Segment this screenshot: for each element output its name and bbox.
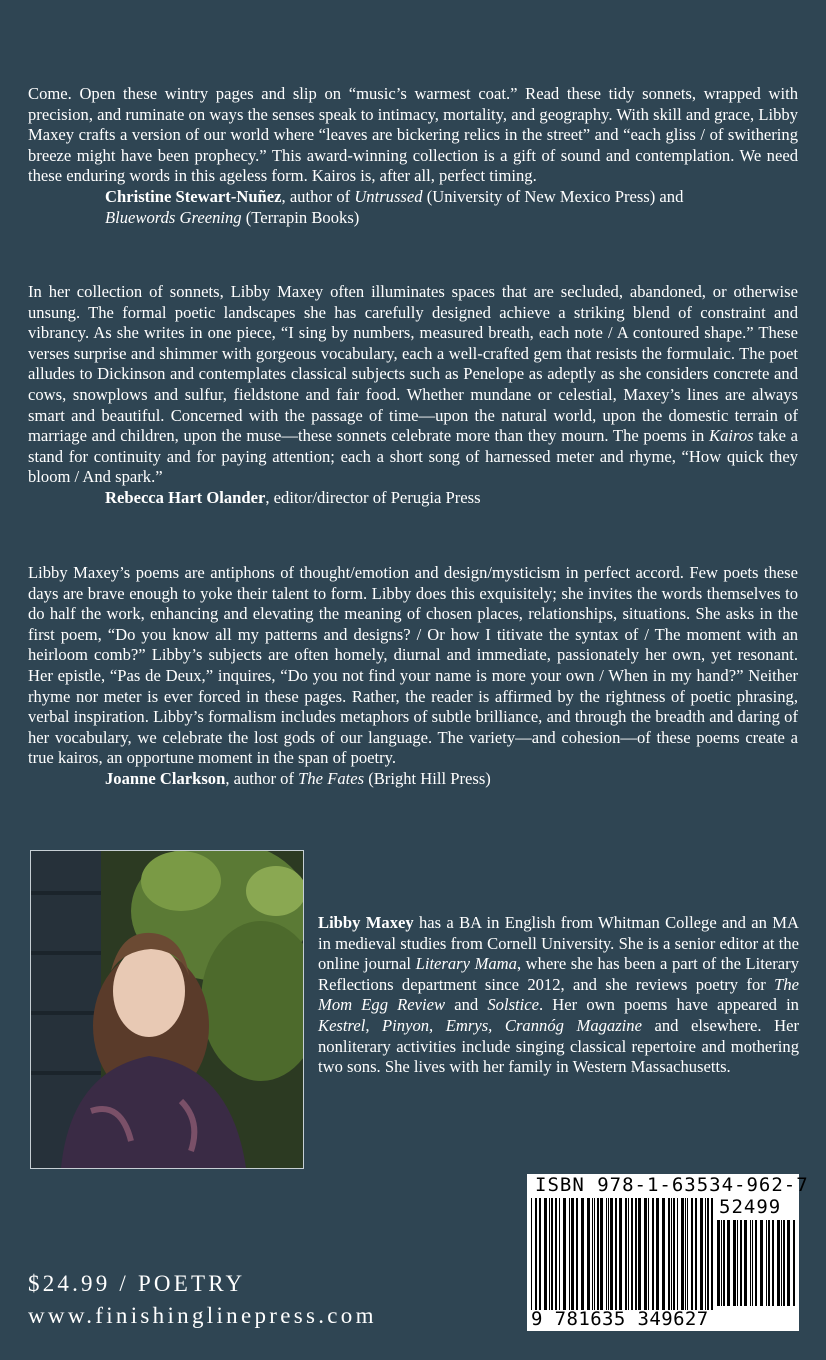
barcode-bar bbox=[569, 1198, 570, 1310]
barcode-bar bbox=[662, 1198, 665, 1310]
blurb-text-part: take a stand for continuity and for paying attention; each a short song of harnessed meter and rhyme, “How quick they bloom / And spark.” bbox=[28, 426, 798, 487]
bio-italic: The Mom Egg Review bbox=[318, 974, 799, 1015]
barcode-bars bbox=[531, 1198, 713, 1310]
barcode-bar bbox=[539, 1198, 541, 1310]
barcode-bar bbox=[723, 1220, 725, 1306]
barcode-bar bbox=[755, 1220, 757, 1306]
barcode-bar bbox=[781, 1220, 782, 1306]
attribution-author: Joanne Clarkson bbox=[105, 768, 226, 788]
attribution-credit: (Bright Hill Press) bbox=[364, 768, 491, 788]
barcode-bar bbox=[691, 1198, 693, 1310]
barcode-bar bbox=[707, 1198, 709, 1310]
isbn-digits: 9 781635 349627 bbox=[531, 1308, 709, 1330]
blurb-hart-olander bbox=[28, 282, 798, 509]
barcode-bar bbox=[559, 1198, 560, 1310]
barcode-bar bbox=[615, 1198, 617, 1310]
attribution-author: Rebecca Hart Olander bbox=[105, 487, 266, 507]
barcode-bar bbox=[652, 1198, 654, 1310]
barcode-bar bbox=[750, 1220, 751, 1306]
barcode-bar bbox=[535, 1198, 537, 1310]
barcode-bar bbox=[760, 1220, 763, 1306]
bio-italic: Kestrel, Pinyon, Emrys, Crannóg Magazine bbox=[318, 1015, 642, 1035]
barcode-bar bbox=[606, 1198, 607, 1310]
barcode-bar bbox=[681, 1198, 684, 1310]
barcode-bar bbox=[610, 1198, 613, 1310]
bio-author-name: Libby Maxey bbox=[318, 913, 414, 932]
publisher-url: www.finishinglinepress.com bbox=[28, 1303, 377, 1328]
attribution-work: Bluewords Greening bbox=[105, 207, 242, 227]
attribution-credit: , author of bbox=[281, 186, 355, 206]
barcode-bar bbox=[628, 1198, 629, 1310]
attribution-credit: (Terrapin Books) bbox=[241, 207, 360, 227]
barcode-bar bbox=[717, 1220, 720, 1306]
addon-barcode-bars bbox=[717, 1220, 795, 1306]
bio-text-part: , where she has been a part of the Literary Reflections department since 2012, and she reviews poetry for bbox=[318, 954, 799, 994]
price-code: 52499 bbox=[719, 1196, 782, 1218]
barcode-bar bbox=[597, 1198, 599, 1310]
barcode-bar bbox=[673, 1198, 675, 1310]
barcode-bar bbox=[671, 1198, 672, 1310]
blurb-text-part: In her collection of sonnets, Libby Maxey often illuminates spaces that are secluded, abandoned, or otherwise unsung. The formal poetic landscapes she has carefully designed achieve a striking blend of constraint and vibrancy. As she writes in one piece, “I sing by numbers, measured breath, each note / A contoured shape.” These verses surprise and shimmer with gorgeous vocabulary, each a well-crafted gem that resists the formulaic. The poet alludes to Dickinson and contemplates classical subjects such as Penelope as adeptly as she considers concrete and cows, snowplows and sulfur, fieldstone and fair food. Whether mundane or celestial, Maxey’s lines are always smart and beautiful. Concerned with the passage of time—upon the natural world, upon the domestic terrain of marriage and children, upon the muse—these sonnets celebrate more than they mourn. The poems in bbox=[28, 282, 798, 446]
barcode-bar bbox=[752, 1220, 753, 1306]
attribution-work: The Fates bbox=[298, 768, 365, 788]
barcode-bar bbox=[711, 1198, 713, 1310]
barcode-bar bbox=[644, 1198, 647, 1310]
barcode-bar bbox=[544, 1198, 547, 1310]
barcode-bar bbox=[555, 1198, 557, 1310]
barcode-bar bbox=[740, 1220, 742, 1306]
barcode-bar bbox=[668, 1198, 670, 1310]
barcode-bar bbox=[705, 1198, 706, 1310]
barcode-bar bbox=[631, 1198, 633, 1310]
barcode-bar bbox=[549, 1198, 550, 1310]
barcode-bar bbox=[625, 1198, 627, 1310]
barcode-bar bbox=[777, 1220, 780, 1306]
barcode-bar bbox=[677, 1198, 678, 1310]
price-category: $24.99 / POETRY bbox=[28, 1271, 246, 1296]
barcode-bar bbox=[787, 1220, 790, 1306]
blurb-attribution bbox=[28, 769, 798, 790]
barcode-bar bbox=[695, 1198, 697, 1310]
bio-text-part: and bbox=[445, 995, 488, 1015]
barcode-bar bbox=[619, 1198, 622, 1310]
isbn-label: ISBN 978-1-63534-962-7 bbox=[535, 1174, 809, 1196]
barcode-bar bbox=[685, 1198, 686, 1310]
blurb-attribution bbox=[28, 187, 798, 228]
barcode-bar bbox=[648, 1198, 649, 1310]
bio-italic: Literary Mama bbox=[415, 954, 517, 974]
barcode-bar bbox=[638, 1198, 641, 1310]
blurb-text bbox=[28, 282, 798, 488]
barcode-bar bbox=[700, 1198, 703, 1310]
barcode-bar bbox=[744, 1220, 747, 1306]
bio-text-part: . Her own poems have appeared in bbox=[538, 995, 799, 1015]
barcode-bar bbox=[793, 1220, 795, 1306]
attribution-work: Untrussed bbox=[354, 186, 423, 206]
author-bio bbox=[318, 913, 799, 1078]
barcode-bar bbox=[783, 1220, 785, 1306]
attribution-credit: , author of bbox=[225, 768, 299, 788]
barcode-bar bbox=[587, 1198, 590, 1310]
barcode-bar bbox=[581, 1198, 584, 1310]
barcode-bar bbox=[737, 1220, 738, 1306]
attribution-author: Christine Stewart-Nuñez bbox=[105, 186, 282, 206]
bio-text-part: and elsewhere. Her nonliterary activities include singing classical repertoire and mothering two sons. She lives with her family in Western Massachusetts. bbox=[318, 1015, 799, 1077]
barcode-bar bbox=[772, 1220, 774, 1306]
blurb-text: Come. Open these wintry pages and slip on “music’s warmest coat.” Read these tidy sonnets, wrapped with precision, and ruminate on ways the senses speak to intimacy, mortality, and geography. With skill and grace, Libby Maxey crafts a version of our world where “leaves are bickering relics in the street” and “each gliss / of swithering breeze might have been prophecy.” This award-winning collection is a gift of sound and contemplation. We need these enduring words in this ageless form. Kairos is, after all, perfect timing. bbox=[28, 84, 798, 186]
author-photo bbox=[30, 850, 304, 1169]
barcode-bar bbox=[721, 1220, 722, 1306]
barcode-bar bbox=[656, 1198, 659, 1310]
barcode-bar bbox=[592, 1198, 593, 1310]
blurb-attribution bbox=[28, 488, 798, 509]
barcode-bar bbox=[594, 1198, 595, 1310]
bio-text bbox=[318, 913, 799, 1078]
bio-text-part: has a BA in English from Whitman College and an MA in medieval studies from Cornell University. She is a senior editor at the online journal bbox=[318, 913, 800, 974]
barcode-bar bbox=[563, 1198, 566, 1310]
isbn-barcode bbox=[527, 1174, 809, 1331]
barcode-bar bbox=[727, 1220, 730, 1306]
barcode-bar bbox=[768, 1220, 770, 1306]
bio-italic: Solstice bbox=[487, 995, 539, 1015]
barcode-bar bbox=[600, 1198, 603, 1310]
barcode-bar bbox=[766, 1220, 767, 1306]
barcode-bar bbox=[571, 1198, 574, 1310]
barcode-bar bbox=[733, 1220, 736, 1306]
barcode-bar bbox=[687, 1198, 688, 1310]
blurb-stewart-nunez bbox=[28, 84, 798, 228]
barcode-bar bbox=[576, 1198, 578, 1310]
barcode-bar bbox=[531, 1198, 532, 1310]
book-title: Kairos bbox=[709, 426, 754, 446]
attribution-credit: (University of New Mexico Press) and bbox=[422, 186, 684, 206]
barcode-bar bbox=[608, 1198, 609, 1310]
attribution-credit: , editor/director of Perugia Press bbox=[265, 487, 481, 507]
barcode-bar bbox=[635, 1198, 637, 1310]
blurb-text: Libby Maxey’s poems are antiphons of thought/emotion and design/mysticism in perfect accord. Few poets these days are brave enough to yoke their talent to form. Libby does this exquisitely; she invites the words themselves to do half the work, enhancing and elevating the meaning of chosen places, relationships, situations. She asks in the first poem, “Do you know all my patterns and designs? / Or how I titivate the syntax of / The moment with an heirloom comb?” Libby’s subjects are often homely, diurnal and immediate, passionately her own, yet resonant. Her epistle, “Pas de Deux,” inquires, “Do you not find your name is more your own / When in my hand?” Neither rhyme nor meter is ever forced in these pages. Rather, the reader is affirmed by the rightness of poetic phrasing, verbal inspiration. Libby’s formalism includes metaphors of subtle brilliance, and through the breadth and daring of her vocabulary, we celebrate the lost gods of our language. The variety—and cohesion—of these poems create a true kairos, an opportune moment in the span of poetry. bbox=[28, 563, 798, 768]
blurb-clarkson bbox=[28, 563, 798, 790]
barcode-bar bbox=[551, 1198, 553, 1310]
